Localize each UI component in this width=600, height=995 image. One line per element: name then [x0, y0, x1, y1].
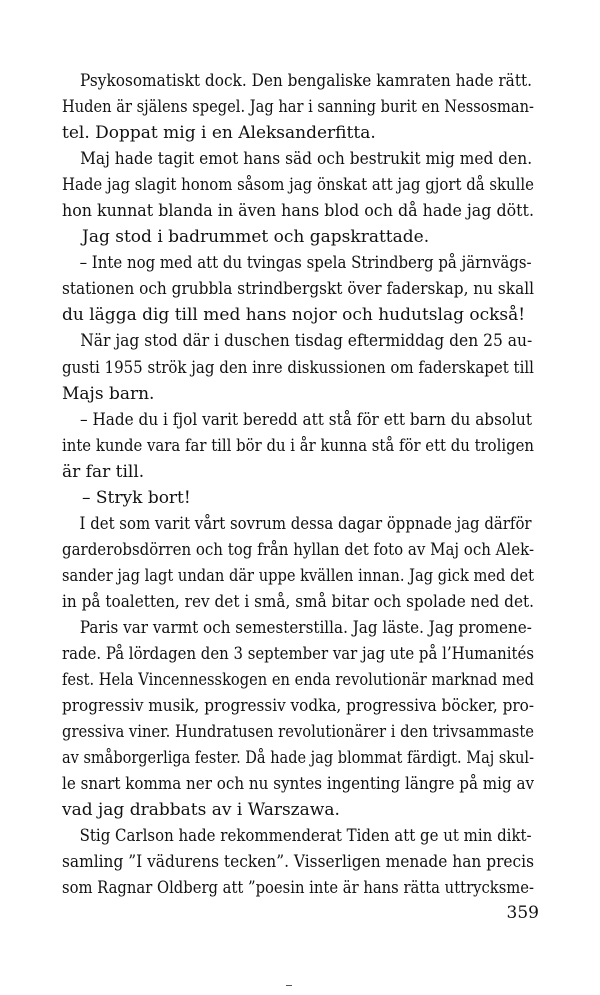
text-line: Stig Carlson hade rekommenderat Tiden att ge ut min dikt-	[79, 826, 532, 847]
text-line: inte kunde vara far till bör du i år kunna stå för ett du troligen	[62, 435, 535, 456]
text-line: Maj hade tagit emot hans säd och bestrukit mig med den.	[80, 149, 533, 170]
text-line: – Hade du i fjol varit beredd att stå för ett barn du absolut	[79, 409, 532, 430]
text-line: stationen och grubbla strindbergskt över faderskap, nu skall	[62, 279, 535, 300]
text-line: sander jag lagt undan där uppe kvällen innan. Jag gick med det	[62, 565, 534, 586]
text-line: I det som varit vårt sovrum dessa dagar öppnade jag därför	[79, 513, 532, 534]
body-text	[62, 68, 534, 902]
text-line: vad jag drabbats av i Warszawa.	[62, 800, 340, 821]
text-line: av småborgerliga fester. Då hade jag blommat färdigt. Maj skul-	[62, 748, 534, 769]
text-line: fest. Hela Vincennesskogen en enda revolutionär marknad med	[62, 670, 534, 691]
page-number: 359	[506, 903, 539, 923]
text-line: Huden är själens spegel. Jag har i sanning burit en Nessosman-	[62, 97, 534, 118]
text-line: är far till.	[62, 461, 145, 482]
text-line: garderobsdörren och tog från hyllan det foto av Maj och Alek-	[62, 539, 535, 560]
text-line: Majs barn.	[62, 383, 155, 404]
text-line: – Inte nog med att du tvingas spela Strindberg på järnvägs-	[79, 253, 532, 274]
text-line: le snart komma ner och nu syntes ingenting längre på mig av	[62, 774, 535, 795]
text-line: – Stryk bort!	[82, 487, 191, 508]
text-line: du lägga dig till med hans nojor och hudutslag också!	[62, 305, 526, 326]
text-line: gusti 1955 strök jag den inre diskussionen om faderskapet till	[62, 357, 534, 378]
text-line: progressiv musik, progressiv vodka, progressiva böcker, pro-	[62, 696, 534, 717]
text-line: Jag stod i badrummet och gapskrattade.	[82, 227, 430, 248]
text-line: in på toaletten, rev det i små, små bitar och spolade ned det.	[62, 591, 535, 612]
text-line: Hade jag slagit honom såsom jag önskat att jag gjort då skulle	[62, 175, 535, 196]
text-line: rade. På lördagen den 3 september var jag ute på l’Humanités	[62, 644, 535, 665]
text-line: gressiva viner. Hundratusen revolutionärer i den trivsammaste	[62, 722, 534, 743]
text-line: som Ragnar Oldberg att ”poesin inte är hans rätta uttrycksme-	[62, 878, 535, 899]
text-line: samling ”I vädurens tecken”. Visserligen menade han precis	[62, 852, 535, 873]
page-edge-mark	[286, 985, 292, 986]
text-line: Paris var varmt och semesterstilla. Jag läste. Jag promene-	[79, 617, 532, 638]
text-line: tel. Doppat mig i en Aleksanderfitta.	[62, 123, 376, 144]
text-line: hon kunnat blanda in även hans blod och då hade jag dött.	[62, 201, 534, 222]
text-line: När jag stod där i duschen tisdag eftermiddag den 25 au-	[80, 331, 533, 352]
text-line: Psykosomatiskt dock. Den bengaliske kamraten hade rätt.	[80, 71, 533, 91]
